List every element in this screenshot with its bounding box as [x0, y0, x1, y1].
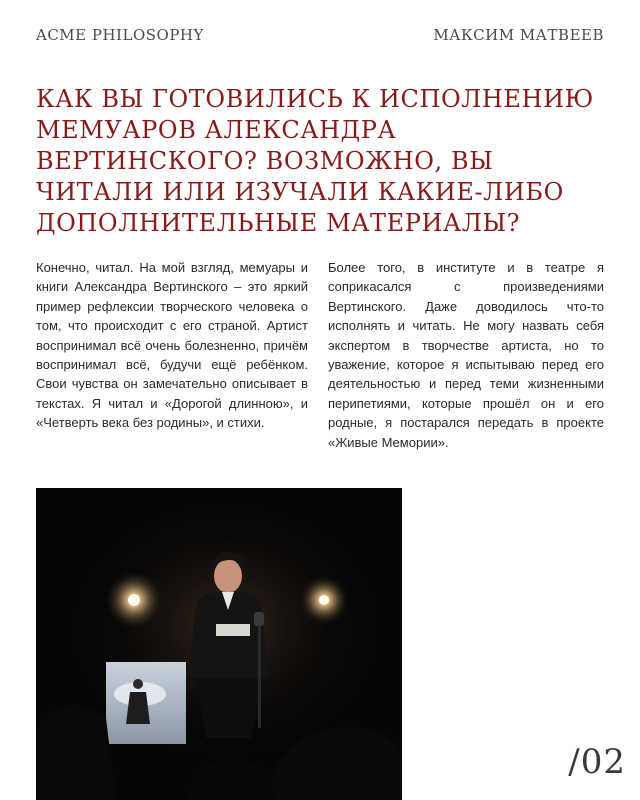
- question-heading: КАК ВЫ ГОТОВИЛИСЬ К ИСПОЛНЕНИЮ МЕМУАРОВ АЛЕКСАНДРА ВЕРТИНСКОГО? ВОЗМОЖНО, ВЫ ЧИТАЛИ ИЛИ ИЗУЧАЛИ КАКИЕ-ЛИБО ДОПОЛНИТЕЛЬНЫЕ МАТЕРИАЛЫ?: [36, 85, 594, 237]
- page-number: /02: [568, 742, 626, 782]
- answer-column-left: Конечно, читал. На мой взгляд, мемуары и книги Александра Вертинского – это яркий пример рефлексии творческого человека о том, что происходит с его страной. Артист воспринимал всё очень болезненно, причём воспринимал всё, будучи ещё ребёнком. Свои чувства он замечательно описывает в текстах. Я читал и «Дорогой длинною», и «Четверть века без родины», и стихи.: [36, 260, 308, 431]
- author-name: МАКСИМ МАТВЕЕВ: [433, 26, 604, 44]
- magazine-title: ACME PHILOSOPHY: [36, 26, 204, 44]
- answer-column-right: Более того, в институте и в театре я соприкасался с произведениями Вертинского. Даже доводилось что-то исполнять и читать. Не могу назвать себя экспертом в творчестве артиста, но то уважение, которое я испытываю перед его деятельностью и перед теми жизненными перипетиями, которые прошёл он и его родные, я постарался передать в проекте «Живые Мемории».: [328, 260, 604, 450]
- stage-photo: [36, 488, 402, 800]
